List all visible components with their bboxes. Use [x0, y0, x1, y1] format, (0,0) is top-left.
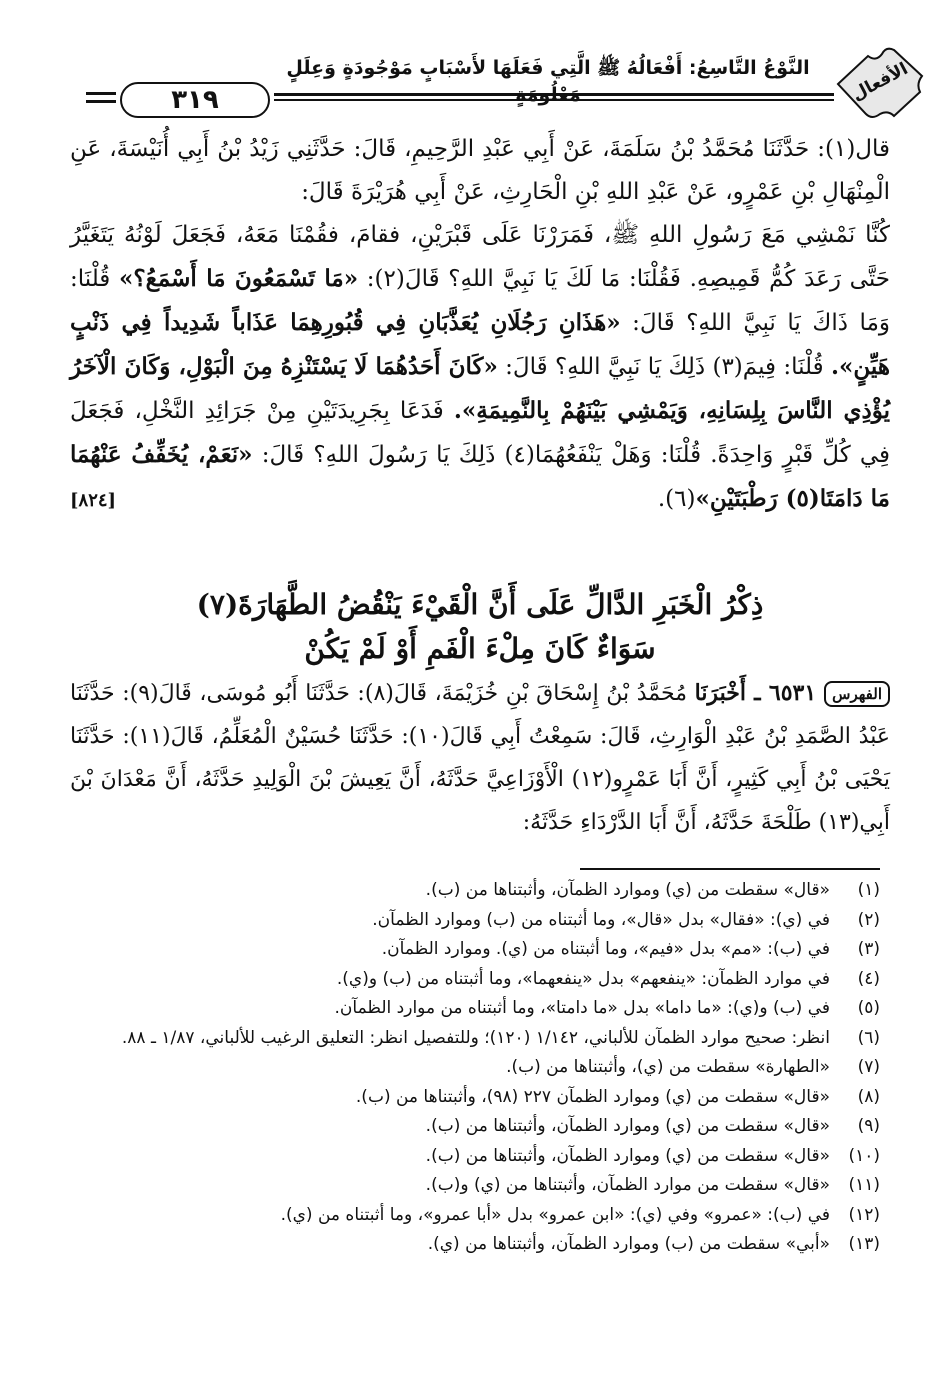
footnote-text: «قال» سقطت من (ي) وموارد الظمآن، وأثبتناها من (ب). [425, 880, 830, 900]
footnote-number: (٤) [857, 968, 880, 989]
matn-paragraph [70, 214, 890, 521]
footnote-item [60, 1230, 880, 1260]
hadith-number: ٦٥٣١ ـ أَخْبَرَنَا [694, 680, 817, 706]
header-rule [86, 92, 116, 95]
hadith-824-text [70, 128, 890, 522]
footnote-number: (١١) [848, 1175, 880, 1195]
footnote-text: في (ي): «فقال» بدل «قال»، وما أثبتناه من (ب) وموارد الظمآن. [372, 909, 830, 930]
header-rule [86, 100, 116, 103]
footnote-number: (١٠) [848, 1145, 880, 1166]
footnote-number: (٩) [857, 1116, 880, 1136]
footnote-item [60, 1112, 880, 1142]
footnote-item [60, 906, 880, 936]
footnote-item [60, 1053, 880, 1083]
prophet-quote: «هَذَانِ رَجُلَانِ يُعَذَّبَانِ فِي قُبُورِهِمَا عَذَاباً شَدِيداً فِي ذَنْبٍ هَيِّنٍ». [70, 309, 890, 380]
hadith-6531-text [70, 672, 890, 844]
footnote-text: في (ب) و(ي): «ما داما» بدل «ما دامتا»، وما أثبتناه من موارد الظمآن. [334, 998, 830, 1018]
footnote-text: انظر: صحيح موارد الظمآن للألباني، ١/١٤٢ (١٢٠)؛ وللتفصيل انظر: التعليق الرغيب للألباني، ١/٨٧ ـ ٨٨. [121, 1027, 830, 1048]
footnote-separator [580, 868, 880, 870]
footnote-item [60, 1142, 880, 1172]
chapter-title-line-1: ذِكْرُ الْخَبَرِ الدَّالِّ عَلَى أَنَّ الْقَيْءَ يَنْقُضُ الطَّهَارَةَ(٧) [196, 588, 764, 621]
footnote-item [60, 965, 880, 995]
footnote-item [60, 935, 880, 965]
narration-text: قُلْنَا: وَمَا ذَاكَ يَا نَبِيَّ اللهِ؟ قَالَ: [70, 266, 890, 336]
footnote-text: «قال» سقطت من موارد الظمآن، وأثبتناها من (ي) و(ب). [425, 1175, 830, 1195]
section-badge [832, 40, 928, 124]
footnote-number: (٥) [857, 998, 880, 1018]
footnote-text: «قال» سقطت من (ي) وموارد الظمآن ٢٢٧ (٩٨)، وأثبتناها من (ب). [355, 1086, 830, 1107]
footnote-item [60, 1171, 880, 1201]
footnote-item [60, 1083, 880, 1113]
footnotes-list [60, 876, 880, 1260]
footnote-number: (٨) [857, 1086, 880, 1107]
running-title: النَّوْعُ التَّاسِعُ: أَفْعَالُهُ ﷺ الَّتِي فَعَلَهَا لأَسْبَابٍ مَوْجُودَةٍ وَعِلَلٍ مَعْلُومَةٍ [286, 57, 810, 106]
prophet-quote: «نَعَمْ، يُخَفِّفُ عَنْهُمَا مَا دَامَتَا(٥) رَطْبَتَيْنِ» [70, 441, 890, 512]
index-tag: الفهرس [824, 681, 890, 707]
footnote-text: «الطهارة» سقطت من (ي)، وأثبتناها من (ب). [506, 1057, 830, 1077]
footnote-text: في موارد الظمآن: «ينفعهم» بدل «ينفعهما»، وما أثبتناه من (ب) و(ي). [336, 968, 830, 989]
isnad-text: مُحَمَّدُ بْنُ إِسْحَاقَ بْنِ خُزَيْمَةَ، قَالَ(٨): حَدَّثَنَا أَبُو مُوسَى، قَالَ(٩): حَدَّثَنَا عَبْدُ الصَّمَدِ بْنُ عَبْدِ الْوَارِثِ، قَالَ: سَمِعْتُ أَبِي قَالَ(١٠): حَدَّثَنَا حُسَيْنٌ الْمُعَلِّمُ، قَالَ(١١): حَدَّثَنَا يَحْيَى بْنُ أَبِي كَثِيرٍ، أَنَّ أَبَا عَمْرٍو(١٢) الْأَوْزَاعِيَّ حَدَّثَهُ، أَنَّ يَعِيشَ بْنَ الْوَلِيدِ حَدَّثَهُ، أَنَّ مَعْدَانَ بْنَ أَبِي(١٣) طَلْحَةَ حَدَّثَهُ، أَنَّ أَبَا الدَّرْدَاءِ حَدَّثَهُ: [70, 681, 890, 835]
footnote-text: في (ب): «عمرو» وفي (ي): «ابن عمرو» بدل «أبا عمرو»، وما أثبتناه من (ي). [280, 1204, 830, 1225]
narration-text: كُنَّا نَمْشِي مَعَ رَسُولِ اللهِ ﷺ، فَمَرَرْنَا عَلَى قَبْرَيْنِ، فقامَ، فقُمْنَا مَعَهُ، فَجَعَلَ لَوْنُهُ يَتَغَيَّرُ حَتَّى رَعَدَ كُمُّ قَمِيصِهِ. فَقُلْنَا: مَا لَكَ يَا نَبِيَّ اللهِ؟ قَالَ(٢): [70, 222, 890, 292]
isnad-paragraph: قال(١): حَدَّثَنَا مُحَمَّدُ بْنُ سَلَمَةَ، عَنْ أَبِي عَبْدِ الرَّحِيمِ، قَالَ: حَدَّثَنِي زَيْدُ بْنُ أَبِي أُنَيْسَةَ، عَنِ الْمِنْهَالِ بْنِ عَمْرٍو، عَنْ عَبْدِ اللهِ بْنِ الْحَارِثِ، عَنْ أَبِي هُرَيْرَةَ قَالَ: [70, 136, 890, 205]
footnote-text: «أبي» سقطت من (ب) وموارد الظمآن، وأثبتناها من (ي). [427, 1234, 830, 1254]
badge-label: الأفعال [848, 58, 912, 105]
footnote-item [60, 994, 880, 1024]
page-number: ٣١٩ [120, 82, 270, 118]
footnote-text: «قال» سقطت من (ي) وموارد الظمآن، وأثبتناها من (ب). [425, 1116, 830, 1136]
prophet-quote: «كَانَ أَحَدُهُمَا لَا يَسْتَنْزِهُ مِنَ الْبَوْلِ، وَكَانَ الْآخَرُ يُؤْذِي النَّاسَ بِلِسَانِهِ، وَيَمْشِي بَيْنَهُمْ بِالنَّمِيمَةِ». [70, 353, 890, 424]
page-header [68, 54, 928, 124]
hadith-reference-number: [٨٢٤] [70, 490, 117, 511]
hadith-paragraph [70, 672, 890, 844]
footnote-number: (٣) [857, 939, 880, 959]
footnote-item [60, 1024, 880, 1054]
footnote-item [60, 1201, 880, 1231]
footnote-text: «قال» سقطت من (ي) وموارد الظمآن، وأثبتناها من (ب). [425, 1145, 830, 1166]
footnote-number: (١٣) [848, 1234, 880, 1254]
footnote-number: (٢) [857, 909, 880, 930]
footnote-number: (١٢) [848, 1204, 880, 1225]
footnote-marker: (٦). [657, 486, 696, 512]
narration-text: قُلْنَا: فِيمَ(٣) ذَلِكَ يَا نَبِيَّ اللهِ؟ قَالَ: [497, 354, 832, 380]
footnote-number: (٧) [857, 1057, 880, 1077]
footnote-text: في (ب): «مم» بدل «فيم»، وما أثبتناه من (ي). وموارد الظمآن. [381, 939, 830, 959]
footnote-item [60, 876, 880, 906]
footnote-number: (١) [857, 880, 880, 900]
narration-text: فَدَعَا بِجَرِيدَتَيْنِ مِنْ جَرَائِدِ النَّخْلِ، فَجَعَلَ فِي كُلِّ قَبْرٍ وَاحِدَةً. قُلْنَا: وَهَلْ يَنْفَعُهُمَا(٤) ذَلِكَ يَا رَسُولَ اللهِ؟ قَالَ: [70, 398, 890, 468]
prophet-quote: «مَا تَسْمَعُونَ مَا أَسْمَعُ؟» [119, 265, 359, 292]
footnote-number: (٦) [857, 1027, 880, 1048]
chapter-title-line-2: سَوَاءٌ كَانَ مِلْءَ الْفَمِ أَوْ لَمْ يَكُنْ [304, 632, 656, 665]
